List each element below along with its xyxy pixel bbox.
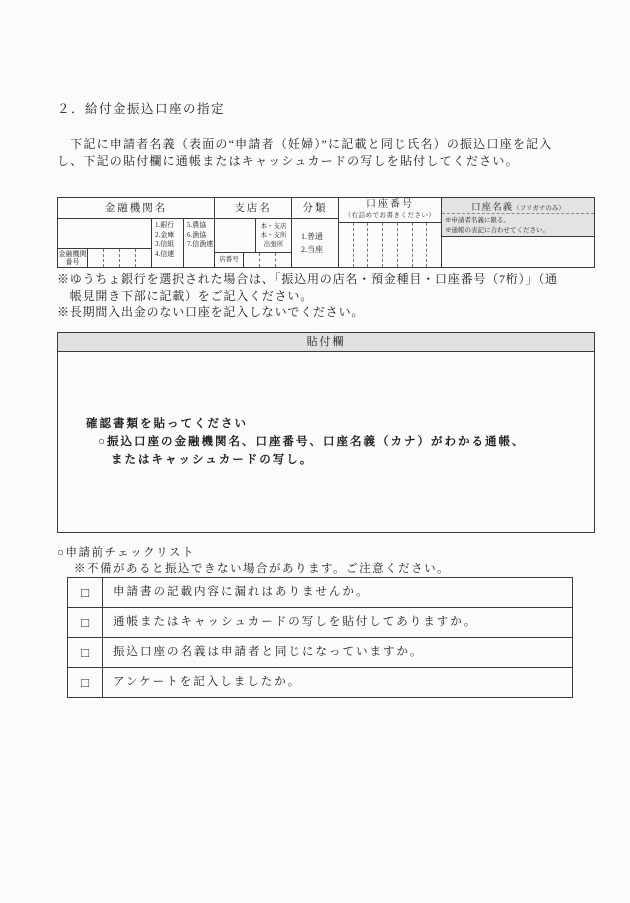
institution-name-field[interactable] bbox=[58, 219, 151, 248]
institution-code-digit-box[interactable] bbox=[136, 249, 151, 267]
column-account-name bbox=[441, 198, 594, 267]
branch-name-field[interactable] bbox=[215, 219, 255, 252]
intro-line: し、下記の貼付欄に通帳またはキャッシュカードの写しを貼付してください。 bbox=[57, 154, 519, 168]
checkbox[interactable]: □ bbox=[68, 668, 103, 697]
institution-type-option: 7.信漁連 bbox=[187, 240, 214, 248]
checkbox[interactable]: □ bbox=[68, 578, 103, 607]
branch-code-digit-box[interactable] bbox=[260, 253, 276, 267]
account-name-notes bbox=[442, 213, 594, 237]
checklist-item-label: 申請書の記載内容に漏れはありませんか。 bbox=[113, 586, 370, 598]
institution-type-option: 4.信連 bbox=[155, 249, 175, 258]
account-number-digit-box[interactable] bbox=[427, 223, 441, 267]
branch-header: 支店名 bbox=[215, 198, 291, 219]
account-name-header: 口座名義（フリガナのみ） bbox=[442, 198, 594, 213]
branch-type-option: 本・支所 bbox=[260, 232, 287, 239]
intro-line: 下記に申請者名義（表面の“申請者（妊婦）”に記載と同じ氏名）の振込口座を記入 bbox=[57, 137, 553, 151]
branch-code-label: 店番号 bbox=[215, 253, 244, 267]
checklist-table bbox=[67, 577, 573, 698]
branch-type-option: 出張所 bbox=[263, 241, 284, 248]
account-number-digit-box[interactable] bbox=[368, 223, 383, 267]
account-name-note: ※申請者名義に限る。 bbox=[445, 217, 510, 224]
institution-code-digit-box[interactable] bbox=[88, 249, 104, 267]
checklist-row bbox=[68, 637, 572, 667]
category-header: 分類 bbox=[292, 198, 338, 219]
branch-code-digit-box[interactable] bbox=[276, 253, 291, 267]
column-branch bbox=[214, 198, 291, 267]
institution-code-label: 金融機関番号 bbox=[58, 250, 87, 266]
paste-instruction-line: またはキャッシュカードの写し。 bbox=[111, 454, 314, 466]
column-account-number bbox=[338, 198, 441, 267]
category-options bbox=[292, 219, 338, 267]
form-notes bbox=[57, 271, 558, 321]
category-option: 2.当座 bbox=[301, 245, 323, 254]
institution-code-digit-box[interactable] bbox=[104, 249, 120, 267]
paste-area-instructions bbox=[86, 415, 525, 469]
column-institution bbox=[58, 198, 214, 267]
paste-instruction-line: ○振込口座の金融機関名、口座番号、口座名義（カナ）がわかる通帳、 bbox=[98, 436, 526, 448]
account-number-cells bbox=[339, 223, 441, 267]
account-number-digit-box[interactable] bbox=[339, 223, 354, 267]
checklist-item-label: 振込口座の名義は申請者と同じになっていますか。 bbox=[113, 646, 424, 658]
institution-header: 金融機関名 bbox=[58, 198, 214, 219]
branch-code-row bbox=[215, 252, 291, 267]
checklist-row bbox=[68, 607, 572, 637]
account-number-digit-box[interactable] bbox=[354, 223, 369, 267]
checklist-row bbox=[68, 667, 572, 697]
checklist-title: ○申請前チェックリスト bbox=[57, 547, 195, 559]
paste-area-header: 貼付欄 bbox=[58, 333, 594, 352]
branch-type-options bbox=[255, 219, 291, 252]
category-option: 1.普通 bbox=[301, 232, 323, 241]
column-category bbox=[291, 198, 338, 267]
checklist-item-label: アンケートを記入しましたか。 bbox=[113, 676, 302, 688]
checkbox[interactable]: □ bbox=[68, 638, 103, 667]
intro-paragraph bbox=[57, 136, 552, 170]
branch-code-digit-box[interactable] bbox=[244, 253, 260, 267]
branch-type-option: 本・支店 bbox=[260, 223, 287, 230]
account-name-field[interactable] bbox=[442, 237, 594, 266]
account-name-note: ※通帳の表記に合わせてください。 bbox=[445, 227, 549, 234]
institution-type-options bbox=[151, 219, 214, 267]
paste-area bbox=[57, 332, 595, 533]
note-line: 帳見開き下部に記載）をご記入ください。 bbox=[57, 288, 314, 303]
account-number-digit-box[interactable] bbox=[398, 223, 413, 267]
account-number-digit-box[interactable] bbox=[383, 223, 398, 267]
institution-type-option: 5.農協 bbox=[187, 221, 207, 229]
institution-code-row bbox=[58, 248, 151, 267]
institution-type-option: 1.銀行 bbox=[155, 221, 175, 229]
institution-type-option: 2.金庫 bbox=[155, 230, 175, 239]
account-number-header: 口座番号 （右詰めでお書きください） bbox=[339, 198, 441, 223]
section-title: ２．給付金振込口座の指定 bbox=[57, 102, 226, 116]
checkbox[interactable]: □ bbox=[68, 608, 103, 637]
paste-instruction-line: 確認書類を貼ってください bbox=[86, 418, 248, 430]
bank-account-table bbox=[57, 197, 595, 268]
checklist-item-label: 通帳またはキャッシュカードの写しを貼付してありますか。 bbox=[113, 616, 478, 628]
note-line: ※長期間入出金のない口座を記入しないでください。 bbox=[57, 305, 365, 319]
institution-type-option: 6.漁協 bbox=[187, 230, 207, 239]
institution-type-option: 3.信組 bbox=[155, 240, 175, 248]
account-number-digit-box[interactable] bbox=[413, 223, 428, 267]
note-line: ※ゆうちょ銀行を選択された場合は、「振込用の店名・預金種目・口座番号（7桁）」（通 bbox=[57, 272, 558, 286]
checklist-row bbox=[68, 578, 572, 607]
institution-code-digit-box[interactable] bbox=[120, 249, 136, 267]
checklist-warning: ※不備があると振込できない場合があります。ご注意ください。 bbox=[74, 563, 451, 575]
